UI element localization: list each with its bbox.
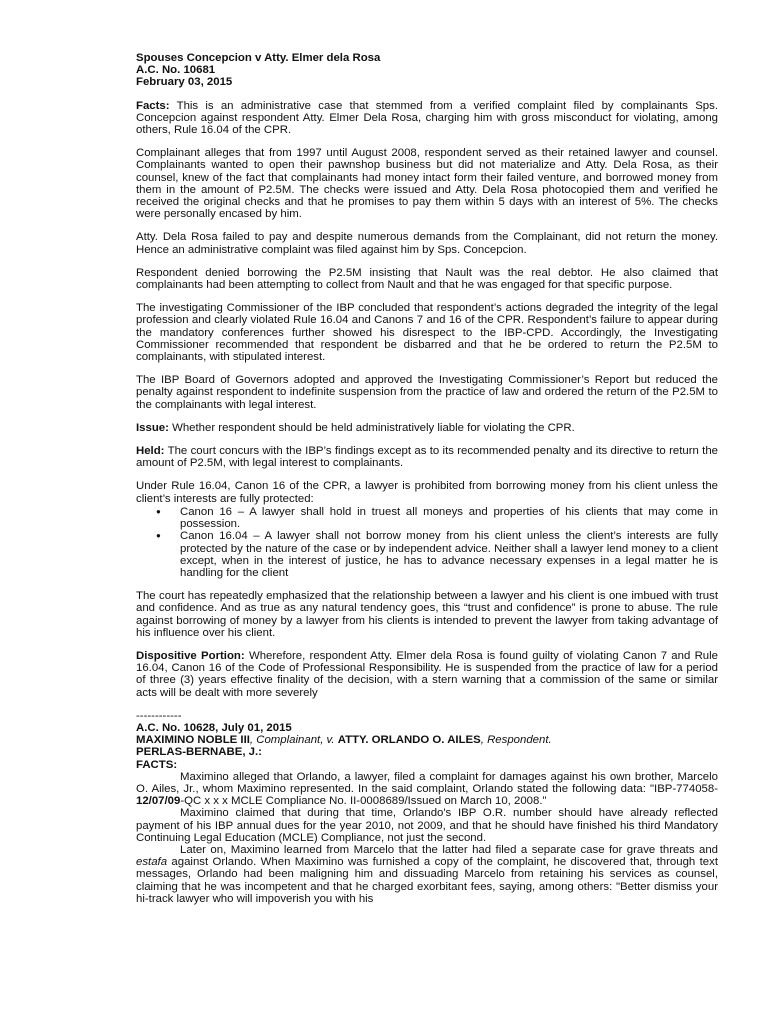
facts-italic-term: estafa bbox=[136, 856, 168, 869]
respondent-role: , Respondent. bbox=[480, 734, 552, 747]
body-paragraph: Atty. Dela Rosa failed to pay and despite numerous demands from the Complainant, did not return the money. Hence an administrative complaint was filed against him by Sps. Concepcion. bbox=[136, 231, 718, 256]
issue-label: Issue: bbox=[136, 421, 169, 434]
facts-heading: FACTS: bbox=[136, 758, 178, 771]
respondent-name: ATTY. ORLANDO O. AILES bbox=[337, 734, 481, 747]
case-two-number: A.C. No. 10628, July 01, 2015 bbox=[136, 721, 292, 734]
divider-line: ------------ bbox=[136, 709, 182, 722]
facts-paragraph bbox=[136, 100, 718, 137]
dispositive-text: Wherefore, respondent Atty. Elmer dela Rosa is found guilty of violating Canon 7 and Rule 16.04, Canon 16 of the Code of Professional Responsibility. He is suspended from the practice of law for a period of three (3) years effective finality of the decision, with a stern warning that a commission of the same or similar acts will be dealt with more severely bbox=[136, 649, 718, 699]
dispositive-label: Dispositive Portion: bbox=[136, 649, 245, 662]
case-date: February 03, 2015 bbox=[136, 76, 233, 89]
issue-text: Whether respondent should be held administratively liable for violating the CPR. bbox=[172, 421, 575, 434]
body-paragraph: Respondent denied borrowing the P2.5M insisting that Nault was the real debtor. He also claimed that complainants had been attempting to collect from Nault and that he was engaged for that specific purpose. bbox=[136, 266, 718, 292]
dispositive-paragraph bbox=[136, 650, 718, 699]
body-paragraph: The IBP Board of Governors adopted and approved the Investigating Commissioner’s Report but reduced the penalty against respondent to indefinite suspension from the practice of law and ordered the return of the P2.5M to the complainants with legal interest. bbox=[136, 374, 718, 411]
versus-text: v. bbox=[326, 734, 335, 747]
facts-bold-date: 12/07/09 bbox=[136, 795, 181, 808]
held-text: The court concurs with the IBP’s findings except as to its recommended penalty and its directive to return the amount of P2.5M, with legal interest to complainants. bbox=[136, 445, 718, 470]
held-label: Held: bbox=[136, 445, 165, 458]
list-item: ● Canon 16.04 – A lawyer shall not borrow money from his client unless the client’s interests are fully protected by the nature of the case or by independent advice. Neither shall a lawyer lend money to a client except, when in the interest of justice, he has to advance necessary expenses in a legal matter he is handling for the client bbox=[180, 530, 718, 579]
facts-paragraph bbox=[136, 844, 718, 905]
facts-text: This is an administrative case that stemmed from a verified complaint filed by complainants Sps. Concepcion against respondent Atty. Elmer Dela Rosa, charging him with gross misconduct for violating, among others, Rule 16.04 of the CPR. bbox=[136, 99, 718, 137]
facts-text: Maximino alleged that Orlando, a lawyer, filed a complaint for damages against his own brother, Marcelo O. Ailes, Jr., whom Maximino represented. In the said complaint, Orlando stated the following data: "IBP-774058- bbox=[136, 770, 718, 795]
held-paragraph bbox=[136, 445, 718, 469]
facts-paragraph: Maximino claimed that during that time, Orlando's IBP O.R. number should have already reflected payment of his IBP annual dues for the year 2010, not 2009, and that he should have finished his third Mandatory Continuing Legal Education (MCLE) Compliance, not just the second. bbox=[136, 807, 718, 844]
body-paragraph: Complainant alleges that from 1997 until August 2008, respondent served as their retained lawyer and counsel. Complainants wanted to open their pawnshop business but did not materialize and Atty. Dela Rosa, as their counsel, knew of the fact that complainants had money intact form their failed venture, and borrowed money from them in the amount of P2.5M. The checks were issued and Atty. Dela Rosa photocopied them and verified he received the original checks and that he promises to pay them within 5 days with an interest of 5%. The checks were personally encased by him. bbox=[136, 147, 718, 221]
body-paragraph: Under Rule 16.04, Canon 16 of the CPR, a lawyer is prohibited from borrowing money from his client unless the client’s interests are fully protected: bbox=[136, 480, 718, 505]
complainant-role: , Complainant, bbox=[249, 734, 327, 747]
case-number: A.C. No. 10681 bbox=[136, 64, 216, 77]
case-title: Spouses Concepcion v Atty. Elmer dela Rosa bbox=[136, 52, 381, 64]
facts-text: against Orlando. When Maximino was furnished a copy of the complaint, he discovered that, through text messages, Orlando had been maligning him and dissuading Marcelo from retaining his services as counsel, claiming that he was incompetent and that he charged exorbitant fees, saying, among others: "Better dismiss your hi-track lawyer who will impoverish you with his bbox=[136, 856, 718, 905]
body-paragraph: The investigating Commissioner of the IBP concluded that respondent’s actions degraded the integrity of the legal profession and clearly violated Rule 16.04 and Canons 7 and 16 of the CPR. Respondent’s failure to appear during the mandatory conferences further showed his disrespect to the IBP-CPD. Accordingly, the Investigating Commissioner recommended that respondent be disbarred and that he be ordered to return the P2.5M to complainants, with stipulated interest. bbox=[136, 302, 718, 364]
facts-text: -QC x x x MCLE Compliance No. II-0008689/Issued on March 10, 2008." bbox=[180, 795, 547, 808]
case-two-parties bbox=[136, 734, 718, 746]
list-item: ● Canon 16 – A lawyer shall hold in truest all moneys and properties of his clients that may come in possession. bbox=[180, 506, 718, 530]
canon-list bbox=[136, 506, 718, 579]
case-heading bbox=[136, 52, 718, 89]
facts-text: Later on, Maximino learned from Marcelo that the latter had filed a separate case for grave threats and bbox=[180, 843, 718, 856]
case-two bbox=[136, 722, 718, 905]
facts-label: Facts: bbox=[136, 99, 170, 112]
body-paragraph: The court has repeatedly emphasized that the relationship between a lawyer and his client is one imbued with trust and confidence. And as true as any natural tendency goes, this “trust and confidence” is prone to abuse. The rule against borrowing of money by a lawyer from his clients is intended to prevent the lawyer from taking advantage of his influence over his client. bbox=[136, 590, 718, 639]
facts-paragraph bbox=[136, 771, 718, 808]
issue-paragraph bbox=[136, 422, 718, 434]
complainant-name: MAXIMINO NOBLE III bbox=[136, 734, 250, 747]
ponente: PERLAS-BERNABE, J.: bbox=[136, 746, 262, 759]
